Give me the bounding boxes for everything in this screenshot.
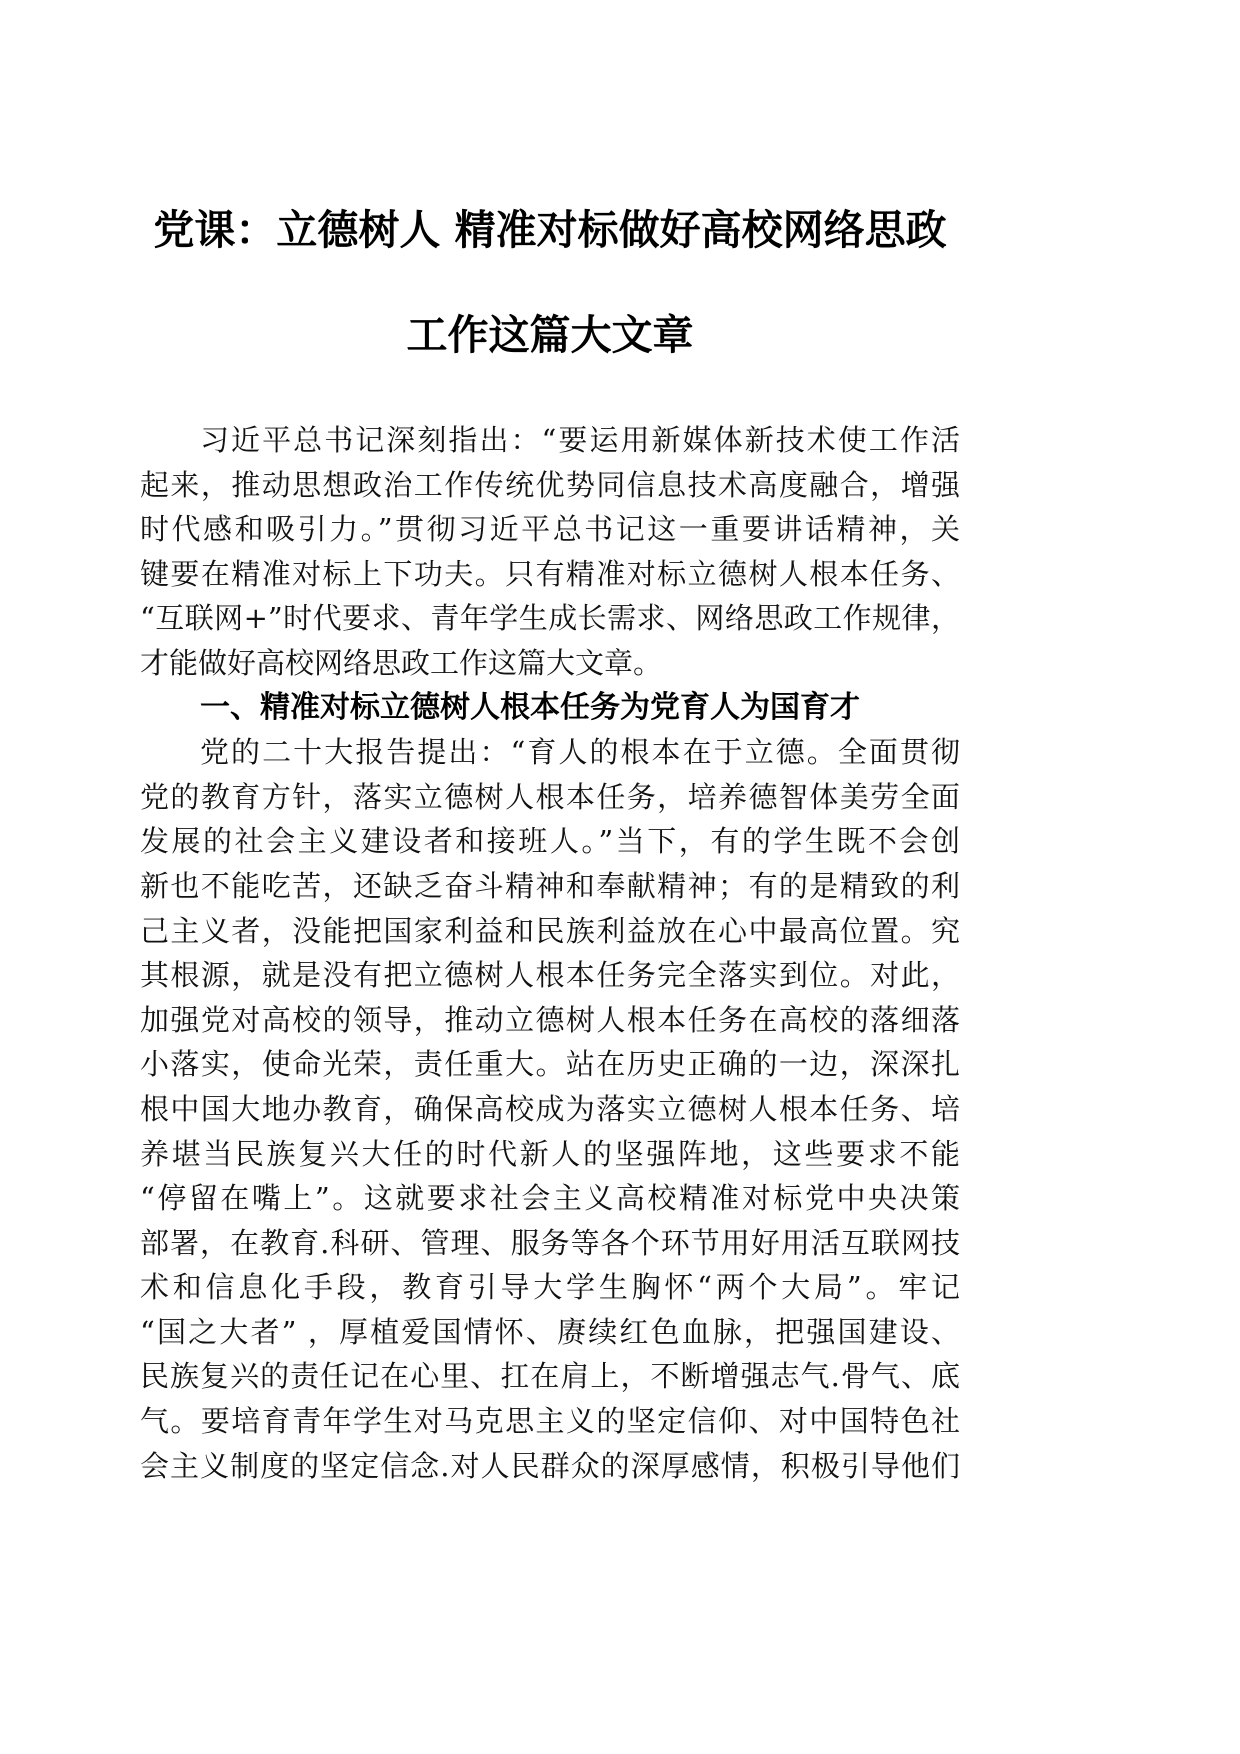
- paragraph-line: 根中国大地办教育，确保高校成为落实立德树人根本任务、培: [140, 1091, 960, 1126]
- paragraph-line: 起来，推动思想政治工作传统优势同信息技术高度融合，增强: [140, 467, 960, 502]
- paragraph-line: “停留在嘴上”。这就要求社会主义高校精准对标党中央决策: [140, 1181, 960, 1216]
- paragraph-line: 术和信息化手段，教育引导大学生胸怀“两个大局”。牢记: [140, 1270, 960, 1305]
- document-title: [140, 178, 960, 388]
- paragraph-line: 己主义者，没能把国家利益和民族利益放在心中最高位置。究: [140, 913, 960, 948]
- paragraph-line: 党的二十大报告提出：“育人的根本在于立德。全面贯彻: [200, 735, 960, 770]
- document-body: [140, 418, 960, 1488]
- paragraph-line: 党的教育方针，落实立德树人根本任务，培养德智体美劳全面: [140, 779, 960, 814]
- paragraph-line: 部署，在教育.科研、管理、服务等各个环节用好用活互联网技: [140, 1225, 960, 1260]
- paragraph-line: 加强党对高校的领导，推动立德树人根本任务在高校的落细落: [140, 1002, 960, 1037]
- paragraph-line: 发展的社会主义建设者和接班人。”当下，有的学生既不会创: [140, 824, 960, 859]
- paragraph-line: “互联网+”时代要求、青年学生成长需求、网络思政工作规律，: [140, 601, 960, 636]
- paragraph-line: “国之大者” ，厚植爱国情怀、赓续红色血脉，把强国建设、: [140, 1314, 960, 1349]
- paragraph-line: 气。要培育青年学生对马克思主义的坚定信仰、对中国特色社: [140, 1404, 960, 1439]
- paragraph-line: 养堪当民族复兴大任的时代新人的坚强阵地，这些要求不能: [140, 1136, 960, 1171]
- paragraph-line: 习近平总书记深刻指出：“要运用新媒体新技术使工作活: [200, 423, 960, 457]
- paragraph-line: 时代感和吸引力。”贯彻习近平总书记这一重要讲话精神，关: [140, 512, 960, 547]
- paragraph-line: 新也不能吃苦，还缺乏奋斗精神和奉献精神；有的是精致的利: [140, 868, 960, 903]
- paragraph-line: 小落实，使命光荣，责任重大。站在历史正确的一边，深深扎: [140, 1047, 960, 1082]
- document-title-line: 党课：立德树人 精准对标做好高校网络思政: [153, 206, 947, 254]
- intro-paragraph: [140, 418, 960, 686]
- document-title-line: 工作这篇大文章: [406, 311, 694, 359]
- paragraph-line: 其根源，就是没有把立德树人根本任务完全落实到位。对此，: [140, 958, 960, 993]
- paragraph-line: 会主义制度的坚定信念.对人民群众的深厚感情，积极引导他们: [140, 1448, 960, 1483]
- section-heading: 一、精准对标立德树人根本任务为党育人为国育才: [200, 689, 860, 725]
- paragraph-line: 民族复兴的责任记在心里、扛在肩上，不断增强志气.骨气、底: [140, 1359, 960, 1394]
- paragraph-line: 键要在精准对标上下功夫。只有精准对标立德树人根本任务、: [140, 556, 960, 591]
- section-1-paragraph: [140, 730, 960, 1488]
- paragraph-line: 才能做好高校网络思政工作这篇大文章。: [140, 645, 663, 680]
